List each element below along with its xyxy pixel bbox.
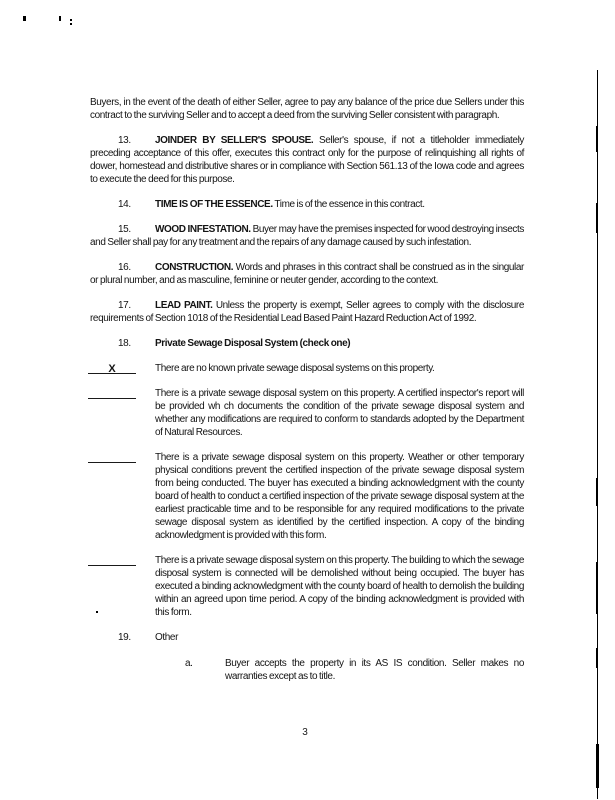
sewage-option-text: There are no known private sewage disposal systems on this property. [155,363,435,374]
page-number: 3 [302,727,308,738]
scan-speck [96,611,98,613]
section-number: 15. [118,224,131,235]
section-17-lead-paint [90,299,524,325]
intro-paragraph: Buyers, in the event of the death of either Seller, agree to pay any balance of the price due Sellers under this contract to the surviving Seller and to accept a deed from the surviving Seller consistent with paragraph. [90,97,524,121]
scan-edge-line-segment [596,562,598,614]
section-title: TIME IS OF THE ESSENCE. [155,199,273,210]
section-15-wood-infestation [90,223,524,249]
scan-edge-line-segment [596,744,599,788]
sewage-option-weather-delay [90,451,524,542]
sewage-option-inspector-report [90,387,524,439]
section-title: LEAD PAINT. [155,300,213,311]
section-number: 16. [118,262,131,273]
section-body: Time is of the essence in this contract. [274,199,425,210]
sewage-option-demolish [90,554,524,619]
scan-speck [70,19,72,21]
checkbox-line[interactable] [88,555,136,566]
checkbox-line[interactable] [88,363,136,374]
scan-speck [59,16,61,21]
check-x-mark: X [108,363,116,375]
checkbox-line[interactable] [88,452,136,463]
section-number: 19. [118,632,131,643]
section-body: Unless the property is exempt, Seller agrees to comply with the disclosure requirements of Section 1018 of the Residential Lead Based Paint Hazard Reduction Act of 1992. [90,300,524,324]
scan-edge-line-segment [596,126,598,152]
section-title: WOOD INFESTATION. [155,224,251,235]
scan-speck [23,16,26,21]
section-16-construction [90,261,524,287]
scan-edge-line-segment [596,478,598,506]
section-number: 13. [118,135,131,146]
subitem-text: Buyer accepts the property in its AS IS condition. Seller makes no warranties except as to title. [225,658,524,682]
section-body: Words and phrases in this contract shall be construed as in the singular or plural number, and as masculine, feminine or neuter gender, according to the context. [90,262,524,286]
section-number: 14. [118,199,131,210]
contract-text-block [90,96,524,683]
scan-edge-line-segment [596,203,598,233]
section-title: CONSTRUCTION. [155,262,234,273]
section-number: 18. [118,338,131,349]
section-number: 17. [118,300,131,311]
sewage-option-none [90,362,524,375]
scan-edge-line [597,70,598,799]
section-18-sewage-heading [90,337,524,350]
section-body: Seller's spouse, if not a titleholder immediately preceding acceptance of this offer, executes this contract only for the purpose of relinquishing all rights of dower, homestead and distributive shares or in compliance with Section 561.13 of the Iowa code and agrees to execute the deed for this purpose. [90,135,525,185]
sewage-option-text: There is a private sewage disposal system on this property. Weather or other temporary physical conditions prevent the certified inspection of the private sewage disposal system from being conducted. The buyer has executed a binding acknowledgment with the county board of health to conduct a certified inspection of the private sewage disposal system at the earliest practicable time and to be responsible for any required modifications to the private sewage disposal system as identified by the certified inspection. A copy of the binding acknowledgment is provided with this form. [155,452,524,541]
section-body: Buyer may have the premises inspected for wood destroying insects and Seller shall pay for any treatment and the repairs of any damage caused by such infestation. [90,224,524,248]
subitem-letter: a. [185,658,193,669]
section-13-joinder [90,134,524,186]
checkbox-line[interactable] [88,388,136,399]
sewage-option-text: There is a private sewage disposal system on this property. A certified inspector's report will be provided wh ch documents the condition of the private sewage disposal system and whether any modifications are required to conform to standards adopted by the Department of Natural Resources. [155,388,524,438]
other-subitem-a [90,657,524,683]
other-heading: Other [155,632,179,643]
scan-edge-line-segment [596,648,598,668]
section-title: JOINDER BY SELLER'S SPOUSE. [155,135,314,146]
sewage-heading: Private Sewage Disposal System (check one) [155,338,351,349]
section-19-other [90,631,524,644]
section-14-time-essence [90,198,524,211]
scan-speck [70,23,72,25]
sewage-option-text: There is a private sewage disposal system on this property. The building to which the sewage disposal system is connected will be demolished without being occupied. The buyer has executed a binding acknowledgment with the county board of health to demolish the building within an agreed upon time period. A copy of the binding acknowledgment is provided with this form. [155,555,524,618]
